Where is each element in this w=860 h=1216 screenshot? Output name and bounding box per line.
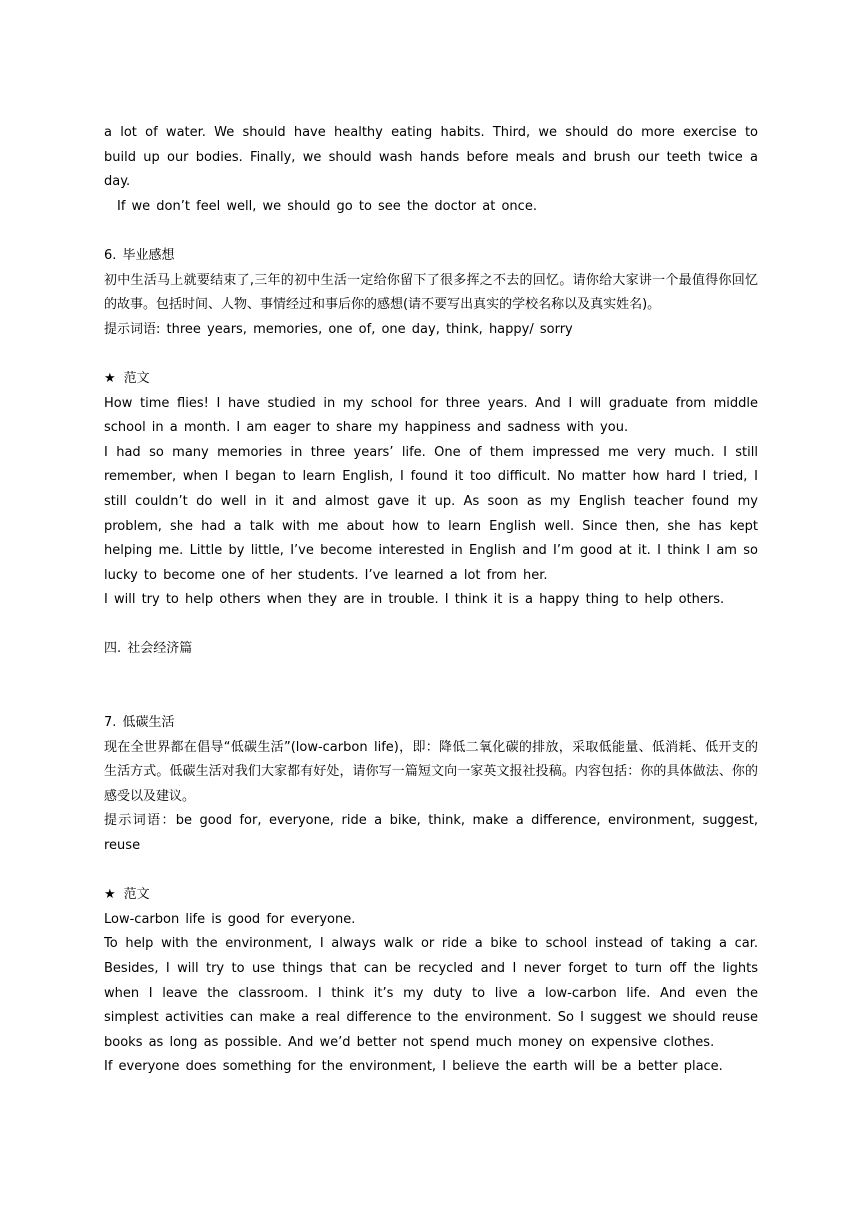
section-6-hints: 提示词语: three years, memories, one of, one day, think, happy/ sorry [104,321,573,337]
section-6-sample-paragraph: I will try to help others when they are in trouble. I think it is a happy thing to help others. [104,592,725,608]
spacer [104,662,758,711]
star-icon: ★ [104,370,116,386]
star-icon: ★ [104,887,116,903]
section-6-heading: 6. 毕业感想 [104,247,175,263]
spacer [104,342,758,367]
part-4-heading: 四. 社会经济篇 [104,641,193,657]
section-7-sample-paragraph: To help with the environment, I always walk or ride a bike to school instead of taking a car. Besides, I will try to use things that can be recycled and I never forget to turn off the lights when I leave the classroom. I think it’s my duty to live a low-carbon life. And even the simplest activities can make a real difference to the environment. So I suggest we should reuse books as long as possible. And we’d better not spend much money on expensive clothes. [104,936,758,1050]
section-6-sample-paragraph: I had so many memories in three years’ life. One of them impressed me very much. I still remember, when I began to learn English, I found it too difficult. No matter how hard I tried, I still couldn’t do well in it and almost gave it up. As soon as my English teacher found my problem, she had a talk with me about how to learn English well. Since then, she has kept helping me. Little by little, I’ve become interested in English and I’m good at it. I think I am so lucky to become one of her students. I’ve learned a lot from her. [104,444,758,583]
paragraph-continuation-end: If we don’t feel well, we should go to see the doctor at once. [117,198,537,214]
document-body [104,121,758,1080]
section-7-sample-label [104,883,758,908]
section-6-sample-paragraph: How time flies! I have studied in my school for three years. And I will graduate from middle school in a month. I am eager to share my happiness and sadness with you. [104,395,758,436]
sample-label-text: 范文 [123,887,150,903]
spacer [104,613,758,638]
section-7-heading: 7. 低碳生活 [104,715,175,731]
section-7-sample-paragraph: Low-carbon life is good for everyone. [104,911,356,927]
spacer [104,219,758,244]
sample-label-text: 范文 [123,370,150,386]
section-7-hints: 提示词语：be good for, everyone, ride a bike, think, make a difference, environment, suggest, reuse [104,813,758,854]
section-7-prompt: 现在全世界都在倡导“低碳生活”(low-carbon life)，即：降低二氧化碳的排放，采取低能量、低消耗、低开支的生活方式。低碳生活对我们大家都有好处，请你写一篇短文向一家英文报社投稿。内容包括：你的具体做法、你的感受以及建议。 [104,739,758,804]
paragraph-continuation: a lot of water. We should have healthy eating habits. Third, we should do more exercise to build up our bodies. Finally, we should wash hands before meals and brush our teeth twice a day. [104,125,758,190]
section-6-prompt: 初中生活马上就要结束了,三年的初中生活一定给你留下了很多挥之不去的回忆。请你给大家讲一个最值得你回忆的故事。包括时间、人物、事情经过和事后你的感想(请不要写出真实的学校名称以及真实姓名)。 [104,272,758,313]
spacer [104,859,758,884]
section-7-sample-paragraph: If everyone does something for the environment, I believe the earth will be a better place. [104,1059,723,1075]
section-6-sample-label [104,367,758,392]
